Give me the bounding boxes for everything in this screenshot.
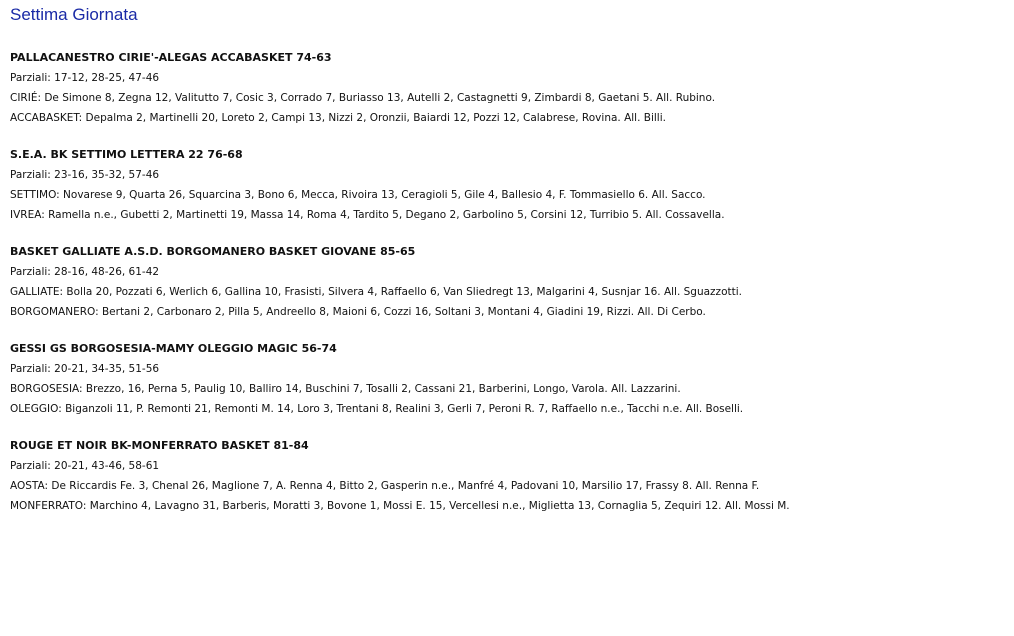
game-4 [10,339,1000,419]
game-title: GESSI GS BORGOSESIA-MAMY OLEGGIO MAGIC 56-74 [10,342,337,355]
game-home-roster: SETTIMO: Novarese 9, Quarta 26, Squarcina 3, Bono 6, Mecca, Rivoira 13, Ceragioli 5, Gile 4, Ballesio 4, F. Tommasiello 6. All. Sacco. [10,189,706,201]
game-home-roster: CIRIÉ: De Simone 8, Zegna 12, Valitutto 7, Cosic 3, Corrado 7, Buriasso 13, Autelli 2, Castagnetti 9, Zimbardi 8, Gaetani 5. All. Rubino. [10,92,716,104]
game-parziali: Parziali: 23-16, 35-32, 57-46 [10,169,160,181]
game-1 [10,48,1000,128]
game-parziali: Parziali: 20-21, 34-35, 51-56 [10,363,160,375]
game-list [10,48,1000,516]
game-title: PALLACANESTRO CIRIE'-ALEGAS ACCABASKET 74-63 [10,51,332,64]
game-parziali: Parziali: 17-12, 28-25, 47-46 [10,72,160,84]
game-5 [10,436,1000,516]
game-home-roster: BORGOSESIA: Brezzo, 16, Perna 5, Paulig 10, Balliro 14, Buschini 7, Tosalli 2, Cassani 21, Barberini, Longo, Varola. All. Lazzarini. [10,383,681,395]
game-away-roster: OLEGGIO: Biganzoli 11, P. Remonti 21, Remonti M. 14, Loro 3, Trentani 8, Realini 3, Gerli 7, Peroni R. 7, Raffaello n.e., Tacchi n.e. All. Boselli. [10,403,744,415]
game-3 [10,242,1000,322]
game-home-roster: GALLIATE: Bolla 20, Pozzati 6, Werlich 6, Gallina 10, Frasisti, Silvera 4, Raffaello 6, Van Sliedregt 13, Malgarini 4, Susnjar 16. All. Sguazzotti. [10,286,742,298]
game-parziali: Parziali: 28-16, 48-26, 61-42 [10,266,160,278]
game-away-roster: MONFERRATO: Marchino 4, Lavagno 31, Barberis, Moratti 3, Bovone 1, Mossi E. 15, Vercellesi n.e., Miglietta 13, Cornaglia 5, Zequiri 12. All. Mossi M. [10,500,790,512]
game-title: BASKET GALLIATE A.S.D. BORGOMANERO BASKET GIOVANE 85-65 [10,245,416,258]
game-away-roster: BORGOMANERO: Bertani 2, Carbonaro 2, Pilla 5, Andreello 8, Maioni 6, Cozzi 16, Soltani 3, Montani 4, Giadini 19, Rizzi. All. Di Cerbo. [10,306,706,318]
page-title: Settima Giornata [10,5,138,24]
game-home-roster: AOSTA: De Riccardis Fe. 3, Chenal 26, Maglione 7, A. Renna 4, Bitto 2, Gasperin n.e., Manfré 4, Padovani 10, Marsilio 17, Frassy 8. All. Renna F. [10,480,760,492]
game-away-roster: IVREA: Ramella n.e., Gubetti 2, Martinetti 19, Massa 14, Roma 4, Tardito 5, Degano 2, Garbolino 5, Corsini 12, Turribio 5. All. Cossavella. [10,209,725,221]
page-content [10,4,1000,533]
game-away-roster: ACCABASKET: Depalma 2, Martinelli 20, Loreto 2, Campi 13, Nizzi 2, Oronzii, Baiardi 12, Pozzi 12, Calabrese, Rovina. All. Billi. [10,112,666,124]
game-title: ROUGE ET NOIR BK-MONFERRATO BASKET 81-84 [10,439,309,452]
game-2 [10,145,1000,225]
game-title: S.E.A. BK SETTIMO LETTERA 22 76-68 [10,148,243,161]
game-parziali: Parziali: 20-21, 43-46, 58-61 [10,460,160,472]
